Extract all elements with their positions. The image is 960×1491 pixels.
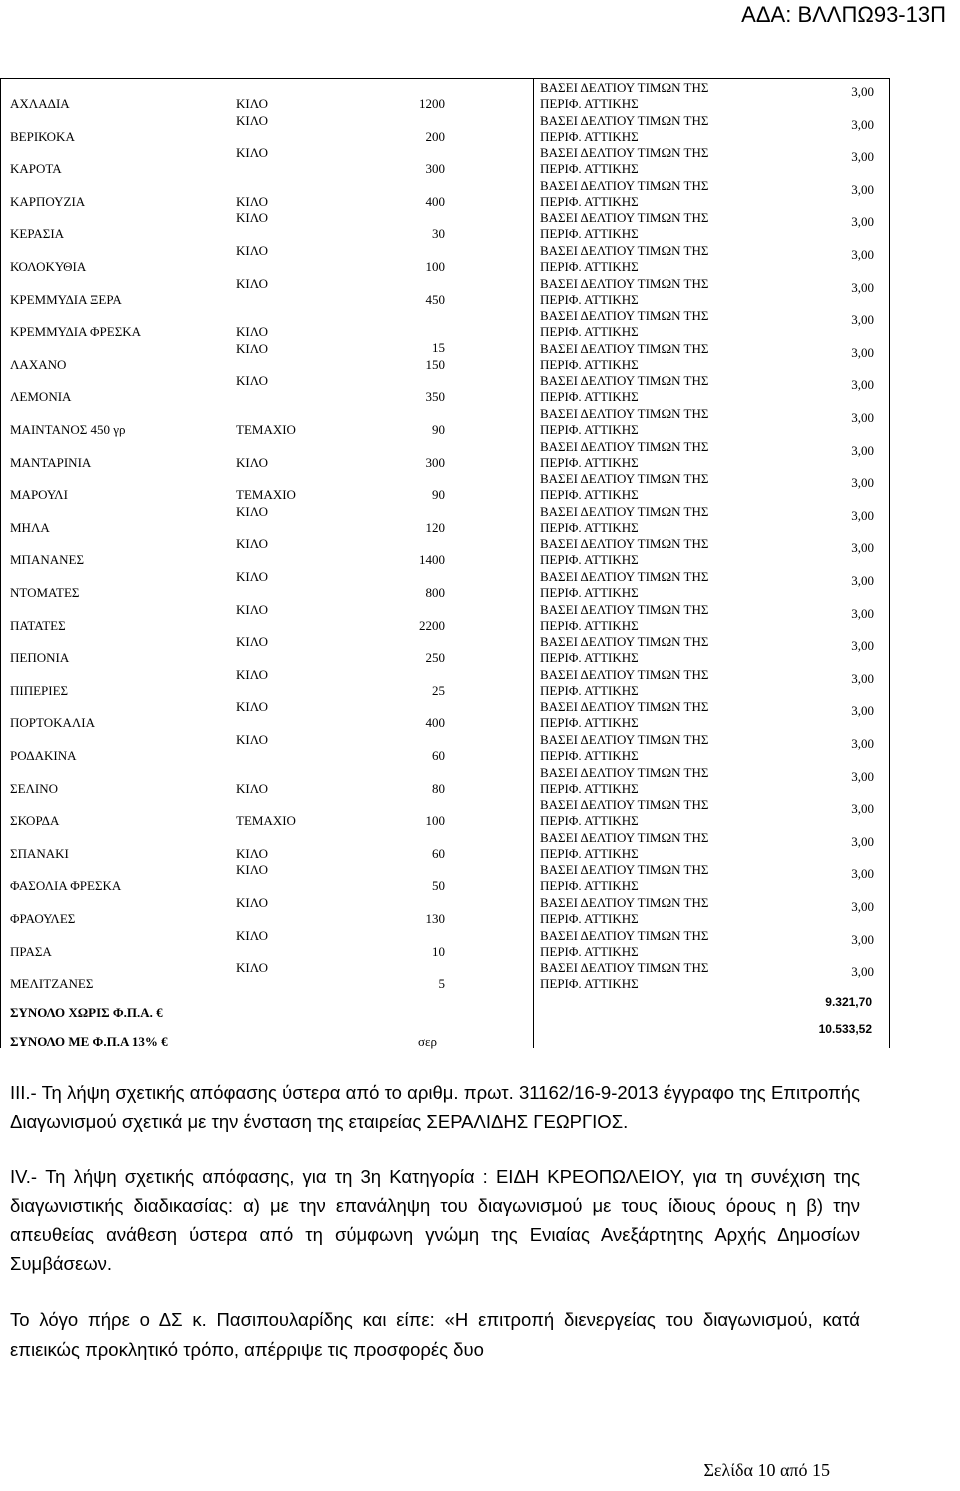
item-name: ΚΡΕΜΜΥΔΙΑ ΞΕΡΑ [10,292,122,307]
total-without-vat-label: ΣΥΝΟΛΟ ΧΩΡΙΣ Φ.Π.Α. € [10,1005,163,1020]
item-price: 3,00 [851,573,874,588]
price-source-line1: ΒΑΣΕΙ ΔΕΛΤΙΟΥ ΤΙΜΩΝ ΤΗΣ [540,960,709,975]
item-quantity: 400 [425,715,445,730]
item-price: 3,00 [851,149,874,164]
item-unit: ΚΙΛΟ [236,194,268,209]
price-source-line2: ΠΕΡΙΦ. ΑΤΤΙΚΗΣ [540,226,639,241]
item-unit: ΚΙΛΟ [236,210,268,225]
total-without-vat: 9.321,70 [825,995,872,1009]
item-name: ΑΧΛΑΔΙΑ [10,96,70,111]
page-number: Σελίδα 10 από 15 [703,1460,830,1480]
item-price: 3,00 [851,671,874,686]
item-name: ΜΕΛΙΤΖΑΝΕΣ [10,976,94,991]
item-quantity: 30 [432,226,445,241]
price-source-line2: ΠΕΡΙΦ. ΑΤΤΙΚΗΣ [540,487,639,502]
price-source-line1: ΒΑΣΕΙ ΔΕΛΤΙΟΥ ΤΙΜΩΝ ΤΗΣ [540,471,709,486]
item-price: 3,00 [851,932,874,947]
item-quantity: 60 [432,748,445,763]
item-price: 3,00 [851,736,874,751]
price-source-line2: ΠΕΡΙΦ. ΑΤΤΙΚΗΣ [540,129,639,144]
price-source-line1: ΒΑΣΕΙ ΔΕΛΤΙΟΥ ΤΙΜΩΝ ΤΗΣ [540,602,709,617]
item-quantity: 250 [425,650,445,665]
price-source-line2: ΠΕΡΙΦ. ΑΤΤΙΚΗΣ [540,194,639,209]
item-unit: ΚΙΛΟ [236,341,268,356]
item-unit: ΚΙΛΟ [236,536,268,551]
item-name: ΠΡΑΣΑ [10,944,52,959]
item-name: ΡΟΔΑΚΙΝΑ [10,748,77,763]
item-unit: ΤΕΜΑΧΙΟ [236,813,296,828]
price-source-line2: ΠΕΡΙΦ. ΑΤΤΙΚΗΣ [540,161,639,176]
item-quantity: 80 [432,781,445,796]
price-source-line2: ΠΕΡΙΦ. ΑΤΤΙΚΗΣ [540,259,639,274]
price-source-line1: ΒΑΣΕΙ ΔΕΛΤΙΟΥ ΤΙΜΩΝ ΤΗΣ [540,178,709,193]
item-name: ΚΕΡΑΣΙΑ [10,226,65,241]
item-name: ΒΕΡΙΚΟΚΑ [10,129,75,144]
item-name: ΠΑΤΑΤΕΣ [10,618,66,633]
price-source-line1: ΒΑΣΕΙ ΔΕΛΤΙΟΥ ΤΙΜΩΝ ΤΗΣ [540,634,709,649]
item-quantity: 60 [432,846,445,861]
item-unit: ΚΙΛΟ [236,699,268,714]
item-unit: ΚΙΛΟ [236,634,268,649]
item-name: ΣΠΑΝΑΚΙ [10,846,69,861]
item-name: ΛΕΜΟΝΙΑ [10,389,72,404]
item-quantity: 25 [432,683,445,698]
price-source-line1: ΒΑΣΕΙ ΔΕΛΤΙΟΥ ΤΙΜΩΝ ΤΗΣ [540,732,709,747]
item-quantity: 350 [425,389,445,404]
item-name: ΣΕΛΙΝΟ [10,781,59,796]
item-name: ΜΑΡΟΥΛΙ [10,487,68,502]
item-name: ΚΑΡΠΟΥΖΙΑ [10,194,86,209]
item-quantity: 300 [425,161,445,176]
item-price: 3,00 [851,866,874,881]
item-price: 3,00 [851,443,874,458]
item-price: 3,00 [851,410,874,425]
item-quantity: 50 [432,878,445,893]
price-source-line2: ΠΕΡΙΦ. ΑΤΤΙΚΗΣ [540,292,639,307]
price-source-line1: ΒΑΣΕΙ ΔΕΛΤΙΟΥ ΤΙΜΩΝ ΤΗΣ [540,765,709,780]
price-source-line1: ΒΑΣΕΙ ΔΕΛΤΙΟΥ ΤΙΜΩΝ ΤΗΣ [540,797,709,812]
item-price: 3,00 [851,377,874,392]
price-source-line2: ΠΕΡΙΦ. ΑΤΤΙΚΗΣ [540,813,639,828]
price-source-line2: ΠΕΡΙΦ. ΑΤΤΙΚΗΣ [540,357,639,372]
item-quantity: 300 [425,455,445,470]
item-price: 3,00 [851,638,874,653]
item-price: 3,00 [851,540,874,555]
item-quantity: 400 [425,194,445,209]
item-quantity: 150 [425,357,445,372]
table-right-border [889,78,890,1048]
item-price: 3,00 [851,899,874,914]
item-quantity: 90 [432,422,445,437]
item-price: 3,00 [851,801,874,816]
item-quantity: 90 [432,487,445,502]
item-quantity: 450 [425,292,445,307]
price-source-line1: ΒΑΣΕΙ ΔΕΛΤΙΟΥ ΤΙΜΩΝ ΤΗΣ [540,504,709,519]
price-source-line2: ΠΕΡΙΦ. ΑΤΤΙΚΗΣ [540,455,639,470]
price-source-line1: ΒΑΣΕΙ ΔΕΛΤΙΟΥ ΤΙΜΩΝ ΤΗΣ [540,862,709,877]
price-source-line2: ΠΕΡΙΦ. ΑΤΤΙΚΗΣ [540,976,639,991]
item-price: 3,00 [851,475,874,490]
item-name: ΠΙΠΕΡΙΕΣ [10,683,69,698]
price-source-line2: ΠΕΡΙΦ. ΑΤΤΙΚΗΣ [540,389,639,404]
paragraph-iii: ΙΙΙ.- Τη λήψη σχετικής απόφασης ύστερα από το αριθμ. πρωτ. 31162/16-9-2013 έγγραφο της Επιτροπής Διαγωνισμού σχετικά με την ένσταση της εταιρείας ΣΕΡΑΛΙΔΗΣ ΓΕΩΡΓΙΟΣ. [10,1082,860,1132]
item-quantity: 120 [425,520,445,535]
item-quantity: 10 [432,944,445,959]
item-unit: ΚΙΛΟ [236,504,268,519]
item-unit: ΚΙΛΟ [236,781,268,796]
item-unit: ΚΙΛΟ [236,373,268,388]
item-price: 3,00 [851,703,874,718]
item-unit: ΚΙΛΟ [236,732,268,747]
item-quantity: 100 [425,813,445,828]
total-with-vat-note: σερ [418,1034,437,1049]
item-name: ΝΤΟΜΑΤΕΣ [10,585,80,600]
item-unit: ΚΙΛΟ [236,455,268,470]
item-unit: ΚΙΛΟ [236,667,268,682]
item-name: ΠΟΡΤΟΚΑΛΙΑ [10,715,96,730]
item-price: 3,00 [851,247,874,262]
total-with-vat: 10.533,52 [818,1022,872,1036]
price-source-line1: ΒΑΣΕΙ ΔΕΛΤΙΟΥ ΤΙΜΩΝ ΤΗΣ [540,276,709,291]
item-unit: ΤΕΜΑΧΙΟ [236,422,296,437]
item-name: ΚΡΕΜΜΥΔΙΑ ΦΡΕΣΚΑ [10,324,142,339]
item-unit: ΚΙΛΟ [236,960,268,975]
item-price: 3,00 [851,769,874,784]
item-price: 3,00 [851,182,874,197]
item-name: ΦΑΣΟΛΙΑ ΦΡΕΣΚΑ [10,878,122,893]
item-unit: ΚΙΛΟ [236,113,268,128]
price-source-line2: ΠΕΡΙΦ. ΑΤΤΙΚΗΣ [540,585,639,600]
total-with-vat-label: ΣΥΝΟΛΟ ΜΕ Φ.Π.Α 13% € [10,1034,168,1049]
price-source-line1: ΒΑΣΕΙ ΔΕΛΤΙΟΥ ΤΙΜΩΝ ΤΗΣ [540,243,709,258]
item-name: ΜΑΝΤΑΡΙΝΙΑ [10,455,92,470]
price-source-line2: ΠΕΡΙΦ. ΑΤΤΙΚΗΣ [540,846,639,861]
item-price: 3,00 [851,508,874,523]
price-source-line1: ΒΑΣΕΙ ΔΕΛΤΙΟΥ ΤΙΜΩΝ ΤΗΣ [540,341,709,356]
item-name: ΚΟΛΟΚΥΘΙΑ [10,259,87,274]
item-price: 3,00 [851,117,874,132]
item-unit: ΚΙΛΟ [236,276,268,291]
ada-header: ΑΔΑ: ΒΛΛΠΩ93-13Π [741,2,946,27]
item-price: 3,00 [851,84,874,99]
item-quantity: 130 [425,911,445,926]
item-price: 3,00 [851,312,874,327]
item-name: ΠΕΠΟΝΙΑ [10,650,70,665]
item-unit: ΚΙΛΟ [236,145,268,160]
item-unit: ΚΙΛΟ [236,96,268,111]
price-source-line1: ΒΑΣΕΙ ΔΕΛΤΙΟΥ ΤΙΜΩΝ ΤΗΣ [540,80,709,95]
item-unit: ΚΙΛΟ [236,243,268,258]
price-source-line2: ΠΕΡΙΦ. ΑΤΤΙΚΗΣ [540,552,639,567]
price-source-line1: ΒΑΣΕΙ ΔΕΛΤΙΟΥ ΤΙΜΩΝ ΤΗΣ [540,113,709,128]
item-price: 3,00 [851,964,874,979]
price-source-line1: ΒΑΣΕΙ ΔΕΛΤΙΟΥ ΤΙΜΩΝ ΤΗΣ [540,210,709,225]
price-source-line1: ΒΑΣΕΙ ΔΕΛΤΙΟΥ ΤΙΜΩΝ ΤΗΣ [540,830,709,845]
item-price: 3,00 [851,606,874,621]
item-name: ΛΑΧΑΝΟ [10,357,67,372]
item-unit: ΚΙΛΟ [236,569,268,584]
item-price: 3,00 [851,345,874,360]
price-source-line1: ΒΑΣΕΙ ΔΕΛΤΙΟΥ ΤΙΜΩΝ ΤΗΣ [540,569,709,584]
price-source-line2: ΠΕΡΙΦ. ΑΤΤΙΚΗΣ [540,715,639,730]
item-unit: ΚΙΛΟ [236,895,268,910]
item-quantity: 15 [432,340,445,355]
item-name: ΜΗΛΑ [10,520,50,535]
price-source-line1: ΒΑΣΕΙ ΔΕΛΤΙΟΥ ΤΙΜΩΝ ΤΗΣ [540,308,709,323]
item-unit: ΚΙΛΟ [236,862,268,877]
item-quantity: 1200 [419,96,445,111]
price-source-line2: ΠΕΡΙΦ. ΑΤΤΙΚΗΣ [540,96,639,111]
price-source-line2: ΠΕΡΙΦ. ΑΤΤΙΚΗΣ [540,878,639,893]
item-name: ΣΚΟΡΔΑ [10,813,60,828]
price-source-line1: ΒΑΣΕΙ ΔΕΛΤΙΟΥ ΤΙΜΩΝ ΤΗΣ [540,406,709,421]
item-name: ΚΑΡΟΤΑ [10,161,62,176]
paragraph-speech: Το λόγο πήρε ο ΔΣ κ. Πασιπουλαρίδης και είπε: «Η επιτροπή διενεργείας του διαγωνισμού, κατά επιεικώς προκλητικό τρόπο, απέρριψε τις προσφορές δυο [10,1309,860,1360]
price-source-line2: ΠΕΡΙΦ. ΑΤΤΙΚΗΣ [540,781,639,796]
item-price: 3,00 [851,834,874,849]
price-source-line2: ΠΕΡΙΦ. ΑΤΤΙΚΗΣ [540,618,639,633]
item-quantity: 800 [425,585,445,600]
item-quantity: 2200 [419,618,445,633]
item-unit: ΚΙΛΟ [236,602,268,617]
price-source-line1: ΒΑΣΕΙ ΔΕΛΤΙΟΥ ΤΙΜΩΝ ΤΗΣ [540,439,709,454]
price-source-line2: ΠΕΡΙΦ. ΑΤΤΙΚΗΣ [540,944,639,959]
item-unit: ΤΕΜΑΧΙΟ [236,487,296,502]
item-name: ΜΠΑΝΑΝΕΣ [10,552,85,567]
price-source-line1: ΒΑΣΕΙ ΔΕΛΤΙΟΥ ΤΙΜΩΝ ΤΗΣ [540,699,709,714]
price-source-line2: ΠΕΡΙΦ. ΑΤΤΙΚΗΣ [540,650,639,665]
price-source-line1: ΒΑΣΕΙ ΔΕΛΤΙΟΥ ΤΙΜΩΝ ΤΗΣ [540,536,709,551]
price-source-line1: ΒΑΣΕΙ ΔΕΛΤΙΟΥ ΤΙΜΩΝ ΤΗΣ [540,373,709,388]
item-quantity: 1400 [419,552,445,567]
paragraph-iv: IV.- Τη λήψη σχετικής απόφασης, για τη 3η Κατηγορία : ΕΙΔΗ ΚΡΕΟΠΩΛΕΙΟΥ, για τη συνέχιση της διαγωνιστικής διαδικασίας: α) με την επανάληψη του διαγωνισμού με τους ίδιους όρους η β) την απευθείας ανάθεση ύστερα από τη σύμφωνη γνώμη της Ενιαίας Ανεξάρτητης Αρχής Δημοσίων Συμβάσεων. [10,1166,860,1274]
item-price: 3,00 [851,280,874,295]
price-source-line1: ΒΑΣΕΙ ΔΕΛΤΙΟΥ ΤΙΜΩΝ ΤΗΣ [540,667,709,682]
price-table [0,78,890,1048]
price-source-line1: ΒΑΣΕΙ ΔΕΛΤΙΟΥ ΤΙΜΩΝ ΤΗΣ [540,895,709,910]
item-quantity: 200 [425,129,445,144]
item-unit: ΚΙΛΟ [236,324,268,339]
price-source-line2: ΠΕΡΙΦ. ΑΤΤΙΚΗΣ [540,748,639,763]
price-source-line1: ΒΑΣΕΙ ΔΕΛΤΙΟΥ ΤΙΜΩΝ ΤΗΣ [540,928,709,943]
price-source-line2: ΠΕΡΙΦ. ΑΤΤΙΚΗΣ [540,422,639,437]
item-price: 3,00 [851,214,874,229]
price-source-line1: ΒΑΣΕΙ ΔΕΛΤΙΟΥ ΤΙΜΩΝ ΤΗΣ [540,145,709,160]
price-source-line2: ΠΕΡΙΦ. ΑΤΤΙΚΗΣ [540,911,639,926]
table-divider [533,78,534,1048]
item-unit: ΚΙΛΟ [236,846,268,861]
item-name: ΜΑΙΝΤΑΝΟΣ 450 γρ [10,422,126,437]
item-unit: ΚΙΛΟ [236,928,268,943]
price-source-line2: ΠΕΡΙΦ. ΑΤΤΙΚΗΣ [540,683,639,698]
price-source-line2: ΠΕΡΙΦ. ΑΤΤΙΚΗΣ [540,520,639,535]
item-name: ΦΡΑΟΥΛΕΣ [10,911,76,926]
item-quantity: 100 [425,259,445,274]
item-quantity: 5 [438,976,445,991]
price-source-line2: ΠΕΡΙΦ. ΑΤΤΙΚΗΣ [540,324,639,339]
